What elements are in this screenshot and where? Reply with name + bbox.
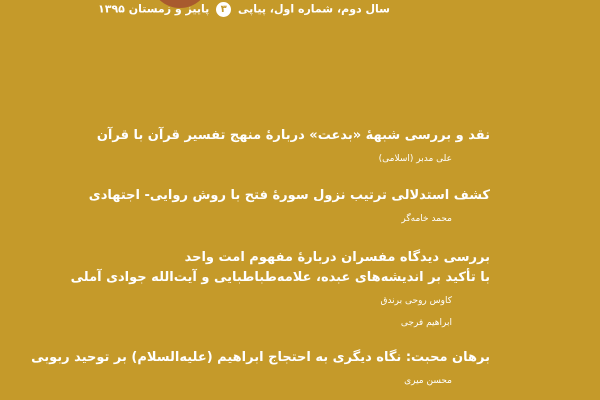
article-1[interactable] [97, 126, 490, 166]
issue-number-badge: ۳ [216, 2, 231, 17]
article-title[interactable]: کشف استدلالی ترتیب نزول سورهٔ فتح با روش روایی- اجتهادی [88, 188, 490, 203]
article-author: محمد خامه‌گر [401, 214, 452, 224]
article-author: علی مدبر (اسلامی) [378, 154, 452, 164]
article-title[interactable]: نقد و بررسی شبههٔ «بدعت» دربارهٔ منهج تفسیر قرآن با قرآن [96, 128, 490, 143]
article-title[interactable]: برهان محبت: نگاه دیگری به احتجاج ابراهیم (علیه‌السلام) بر توحید ربوبی [31, 350, 490, 365]
issue-season: پاییز و زمستان ۱۳۹۵ [98, 2, 210, 16]
article-title-line-2[interactable]: با تأکید بر اندیشه‌های عبده، علامه‌طباطبایی و آیت‌الله جوادی آملی [70, 270, 490, 285]
issue-prefix: سال دوم، شماره اول، پیاپی [237, 2, 390, 16]
article-author: ابراهیم فرجی [400, 318, 452, 328]
article-author: کاوس روحی برندق [380, 296, 452, 306]
issue-info [98, 2, 390, 17]
article-3[interactable] [71, 248, 490, 330]
article-title-line-1[interactable]: بررسی دیدگاه مفسران دربارهٔ مفهوم امت واحد [184, 250, 490, 265]
article-author: محسن میری [404, 376, 452, 386]
article-4[interactable] [31, 348, 490, 388]
article-2[interactable] [89, 186, 490, 226]
